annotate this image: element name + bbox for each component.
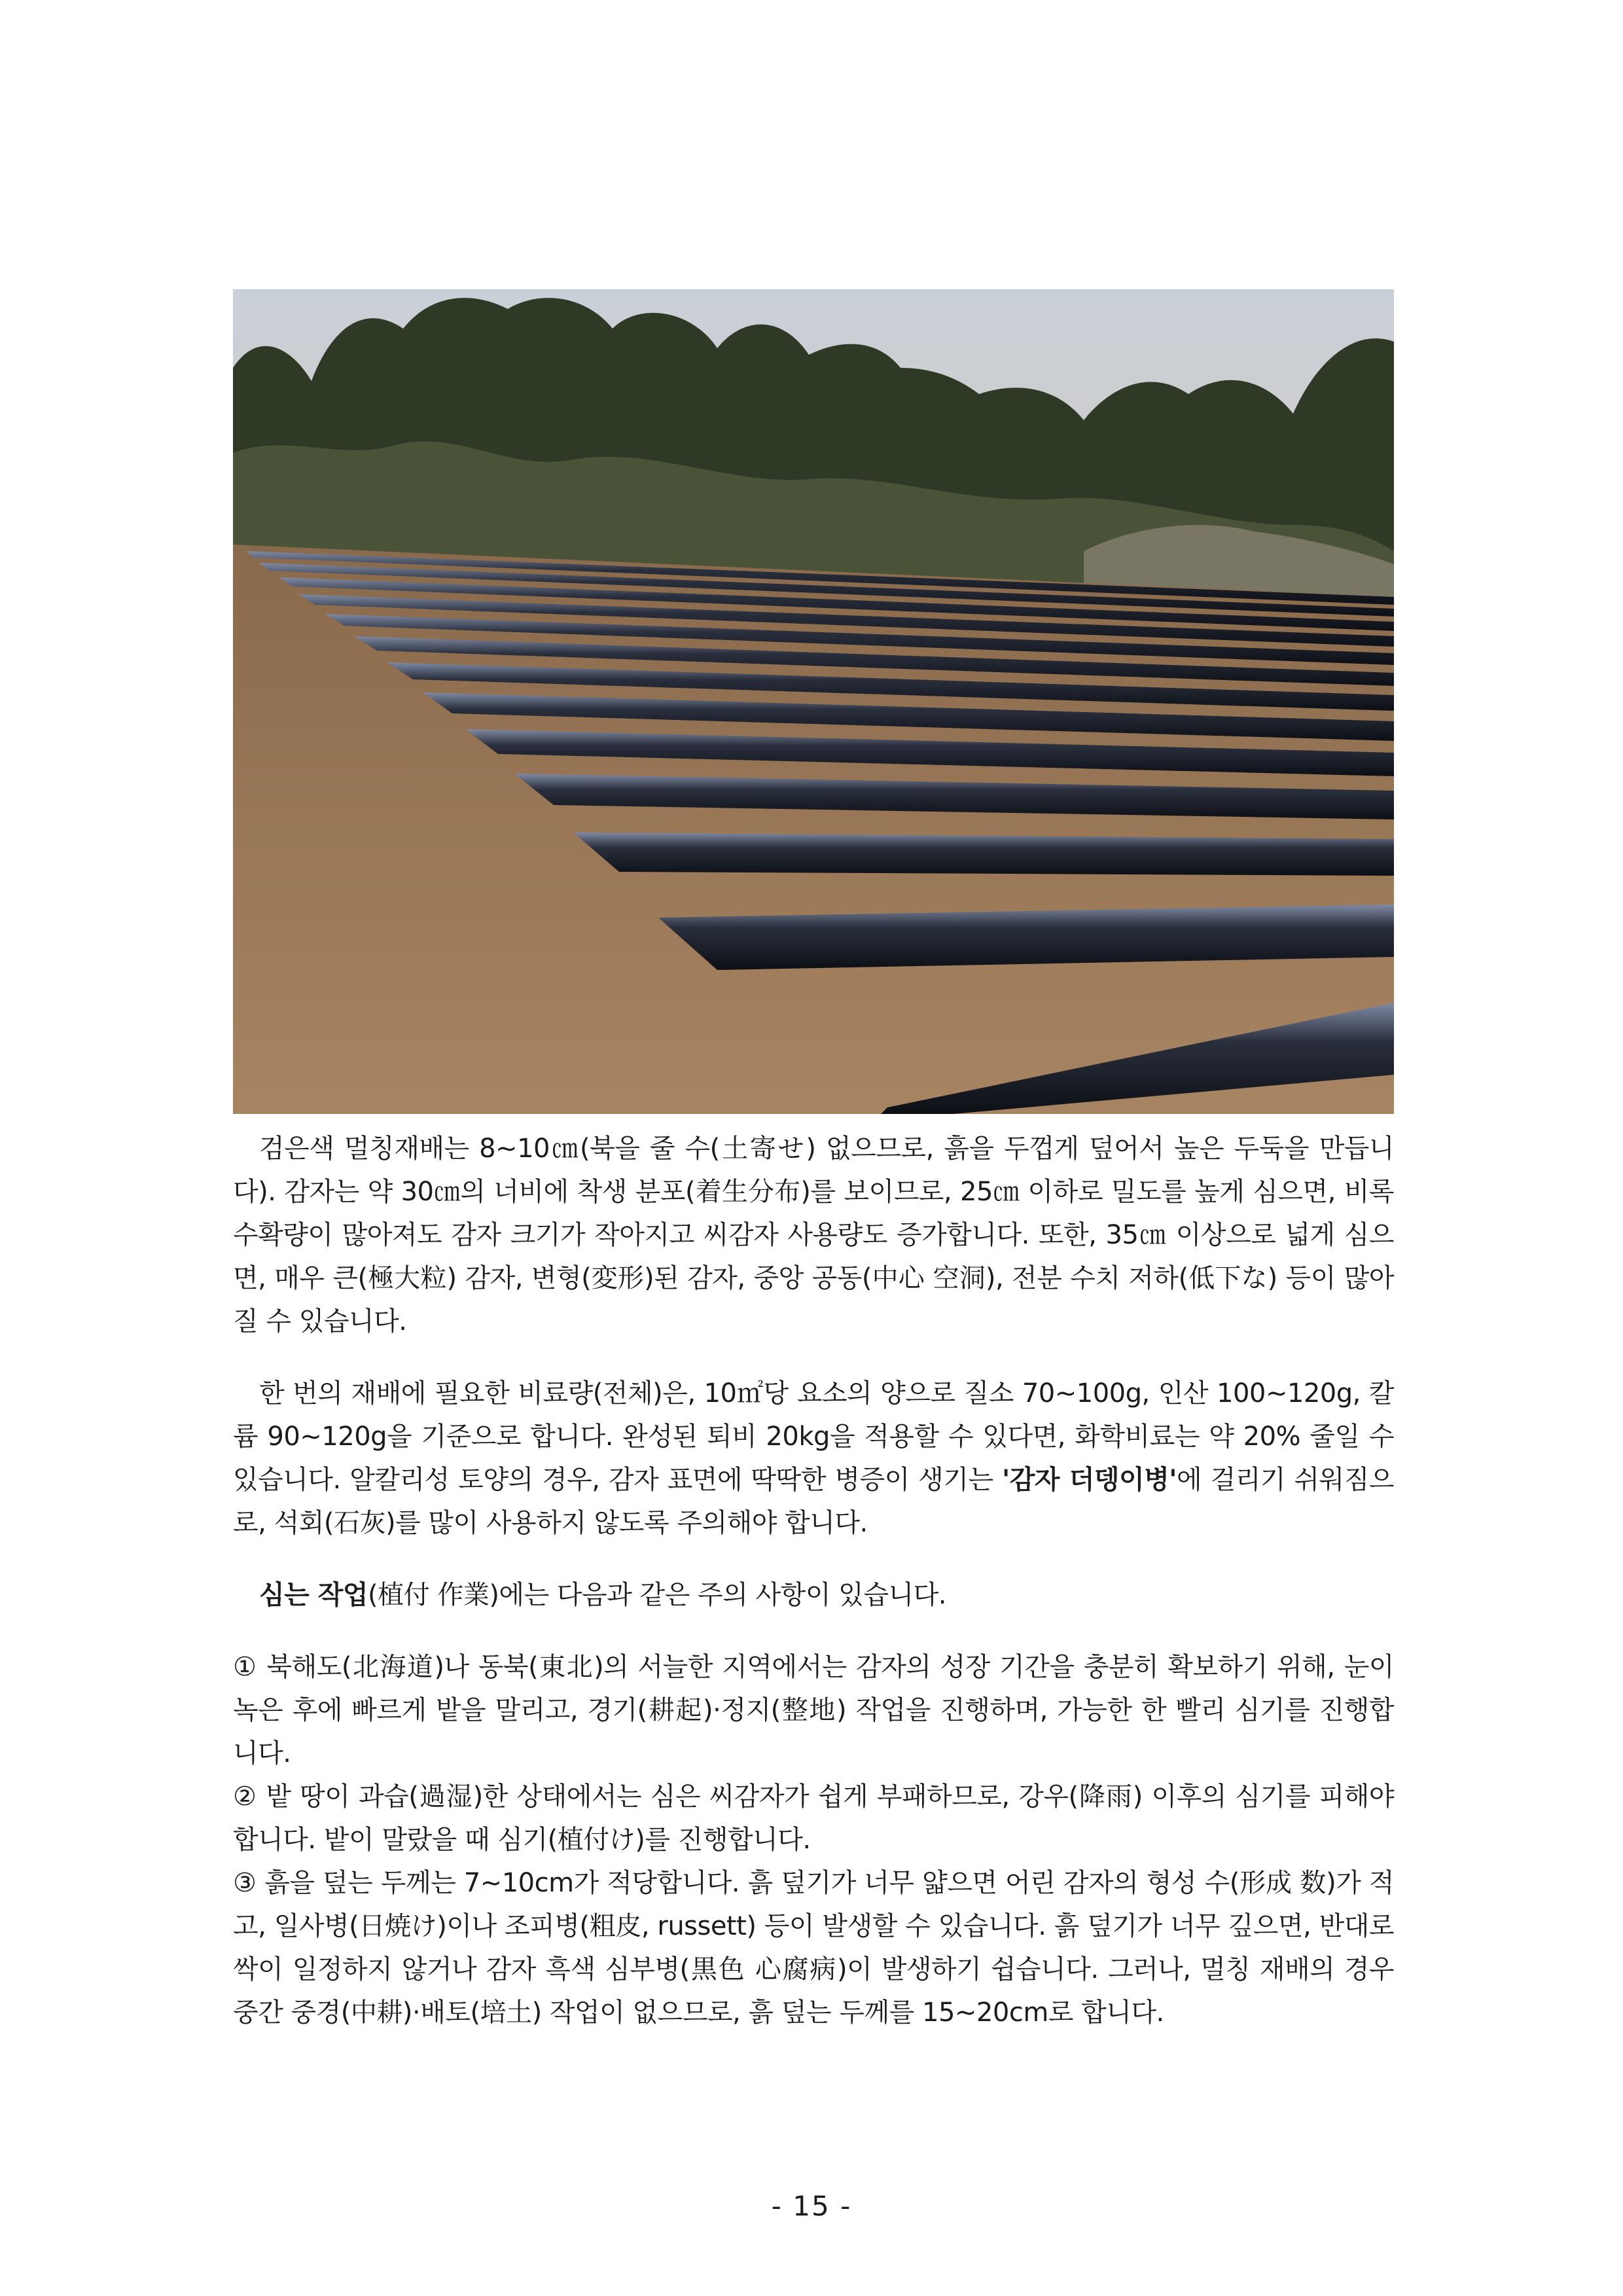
- page-number: - 15 -: [771, 2190, 852, 2222]
- list-item: ① 북해도(北海道)나 동북(東北)의 서늘한 지역에서는 감자의 성장 기간을 충분히 확보하기 위해, 눈이 녹은 후에 빠르게 밭을 말리고, 경기(耕起)·정지(整地) 작업을 진행하며, 가능한 한 빨리 심기를 진행합니다.: [233, 1652, 1394, 1768]
- potato-scab-term: '감자 더뎅이병': [1002, 1465, 1177, 1495]
- planting-intro-text: (植付 作業)에는 다음과 같은 주의 사항이 있습니다.: [368, 1580, 946, 1610]
- mulched-field-illustration: [233, 289, 1394, 1114]
- list-item: ② 밭 땅이 과습(過湿)한 상태에서는 심은 씨감자가 쉽게 부패하므로, 강우(降雨) 이후의 심기를 피해야 합니다. 밭이 말랐을 때 심기(植付け)를 진행합니다.: [233, 1782, 1394, 1855]
- fertilizer-text-part1: 한 번의 재배에 필요한 비료량(전체)은, 10㎡당 요소의 양으로 질소 70~100g, 인산 100~120g, 칼륨 90~120g을 기준으로 합니다. 완성된 퇴비 20kg을 적용할 수 있다면, 화학비료는 약 20% 줄일 수 있습니다. 알칼리성 토양의 경우, 감자 표면에 딱딱한 병증이 생기는: [233, 1378, 1394, 1495]
- paragraph-fertilizer: [233, 1372, 1394, 1545]
- body-text: [233, 1127, 1394, 2034]
- planting-work-term: 심는 작업: [259, 1580, 368, 1610]
- fertilizer-text-part2: 에 걸리기 쉬워짐으로, 석회(石灰)를 많이 사용하지 않도록 주의해야 합니다.: [233, 1465, 1394, 1538]
- list-item: ③ 흙을 덮는 두께는 7~10cm가 적당합니다. 흙 덮기가 너무 얇으면 어린 감자의 형성 수(形成 数)가 적고, 일사병(日焼け)이나 조피병(粗皮, russett) 등이 발생할 수 있습니다. 흙 덮기가 너무 깊으면, 반대로 싹이 일정하지 않거나 감자 흑색 심부병(黒色 心腐病)이 발생하기 쉽습니다. 그러나, 멀칭 재배의 경우 중간 중경(中耕)·배토(培土) 작업이 없으므로, 흙 덮는 두께를 15~20cm로 합니다.: [233, 1868, 1394, 2028]
- paragraph-mulching-density: 검은색 멀칭재배는 8~10㎝(북을 줄 수(土寄せ) 없으므로, 흙을 두껍게 덮어서 높은 두둑을 만듭니다). 감자는 약 30㎝의 너비에 착생 분포(着生分布)를 보이므로, 25㎝ 이하로 밀도를 높게 심으면, 비록 수확량이 많아져도 감자 크기가 작아지고 씨감자 사용량도 증가합니다. 또한, 35㎝ 이상으로 넓게 심으면, 매우 큰(極大粒) 감자, 변형(変形)된 감자, 중앙 공동(中心 空洞), 전분 수치 저하(低下な) 등이 많아질 수 있습니다.: [233, 1134, 1394, 1336]
- field-photo: [233, 289, 1394, 1114]
- paragraph-planting-intro: [233, 1573, 1394, 1617]
